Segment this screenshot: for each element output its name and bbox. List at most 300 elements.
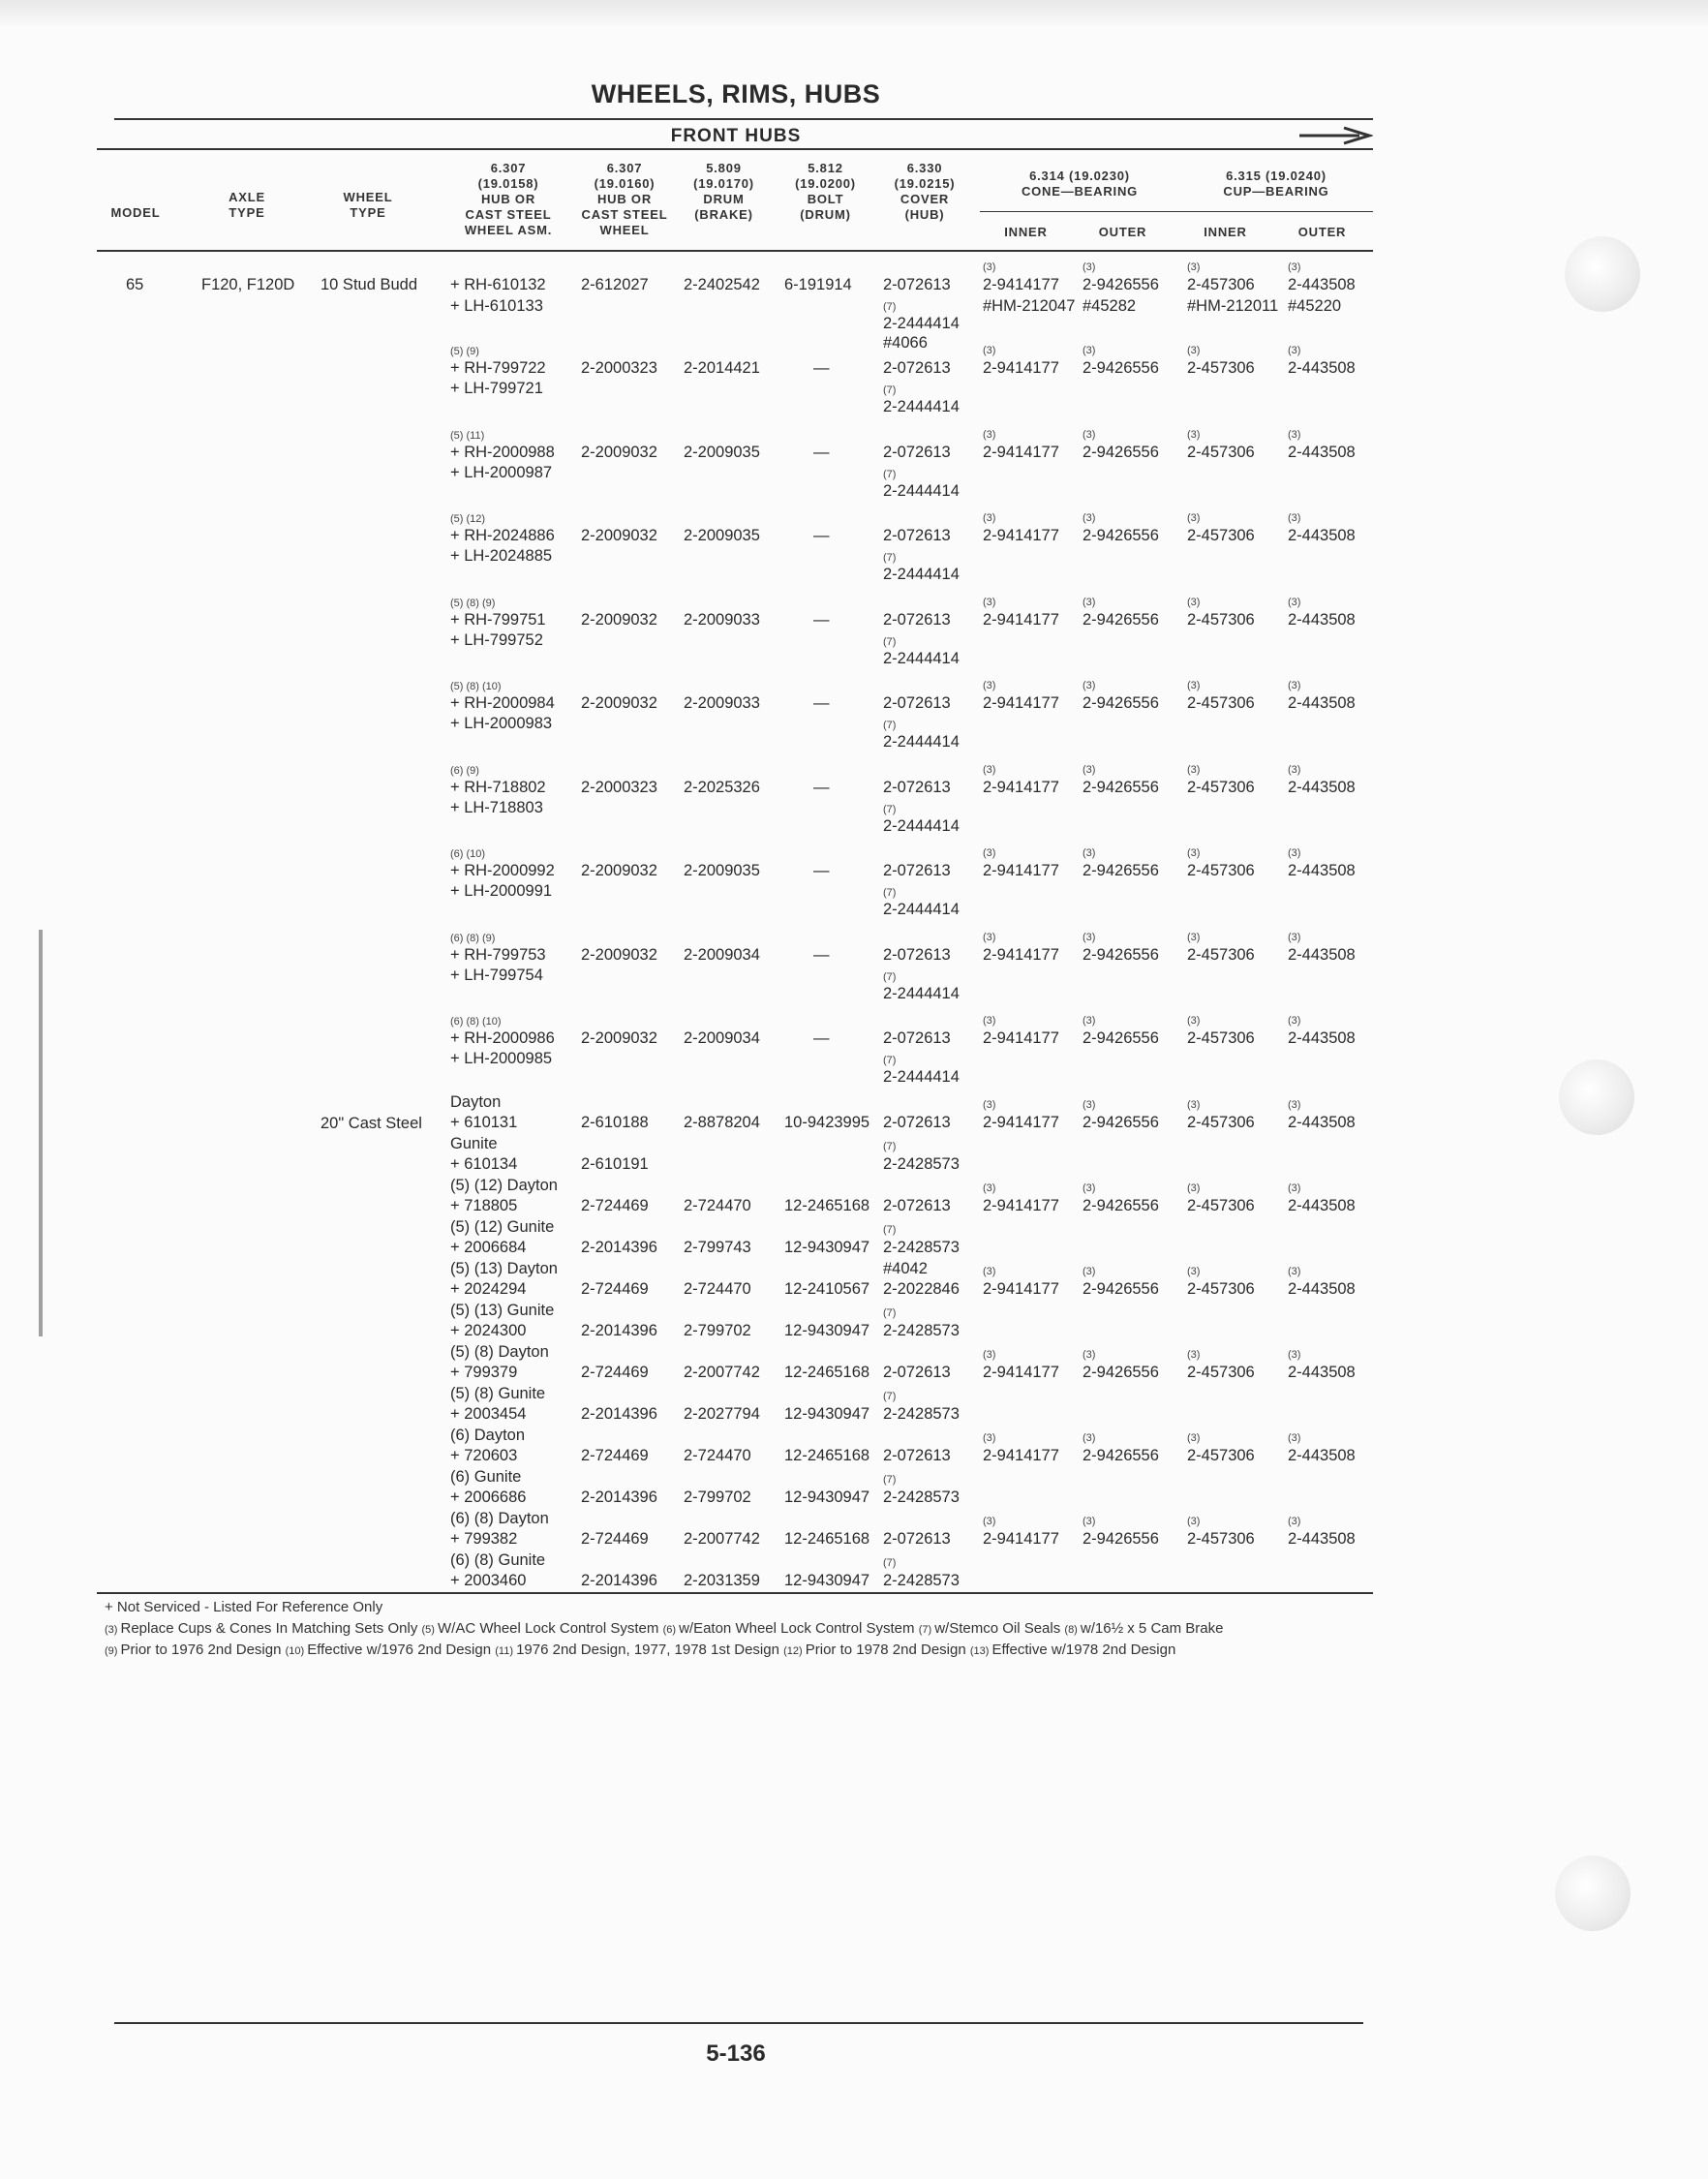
cover-cell: 2-2444414: [883, 901, 960, 918]
header-cone-bearing: [978, 169, 1181, 199]
footnote-text: w/Eaton Wheel Lock Control System: [679, 1620, 919, 1637]
drum-cell: 2-724470: [684, 1447, 751, 1464]
bearing-note: (3): [1288, 680, 1301, 691]
cover-cell: 2-072613: [883, 1530, 951, 1548]
bearing-cell: 2-9426556: [1083, 1364, 1159, 1381]
cover-cell: #4042: [883, 1260, 928, 1277]
bearing-note: (3): [1187, 1432, 1201, 1444]
cover-cell: 2-072613: [883, 276, 951, 293]
bearing-cell: 2-457306: [1187, 862, 1255, 879]
wheel-type-cell: 10 Stud Budd: [320, 276, 417, 293]
bolt-cell: 12-9430947: [784, 1572, 870, 1589]
cover-note: (7): [883, 1474, 897, 1486]
cover-note: (7): [883, 1141, 897, 1152]
bolt-cell: —: [813, 610, 830, 629]
bearing-note: (3): [983, 345, 996, 356]
bearing-note: (3): [983, 763, 996, 776]
bearing-cell: 2-9414177: [983, 276, 1059, 293]
bearing-note: (3): [1288, 512, 1301, 524]
hub-label: (6) Gunite: [450, 1468, 522, 1486]
hub-asm-cell: + 610134: [450, 1155, 518, 1173]
bolt-cell: 12-9430947: [784, 1322, 870, 1339]
hub-label: (6) (8) Dayton: [450, 1510, 549, 1527]
hub-asm-cell: + 799382: [450, 1530, 518, 1548]
header-line: CUP—BEARING: [1223, 184, 1329, 199]
bearing-cell: 2-443508: [1288, 1280, 1356, 1298]
header-hub-wheel: [576, 161, 673, 238]
hub-asm-cell: + LH-799752: [450, 630, 543, 649]
bearing-note: (3): [1083, 261, 1096, 273]
bearing-cell: 2-9426556: [1083, 1447, 1159, 1464]
header-inner: INNER: [1004, 225, 1048, 239]
bolt-cell: 12-2465168: [784, 1447, 870, 1464]
cover-cell: 2-072613: [883, 945, 951, 964]
bearing-note: (3): [983, 931, 996, 943]
bearing-cell: 2-9426556: [1083, 1197, 1159, 1214]
drum-cell: 2-2009035: [684, 443, 760, 461]
bolt-cell: —: [813, 359, 830, 377]
bearing-note: (3): [1083, 680, 1096, 691]
drum-cell: 2-2009034: [684, 1029, 760, 1047]
hub-wheel-cell: 2-724469: [581, 1280, 649, 1298]
cover-cell: #4066: [883, 334, 928, 352]
header-line: (19.0215): [894, 176, 956, 191]
footnote-number: (12): [783, 1645, 806, 1657]
cover-cell: 2-2444414: [883, 566, 960, 583]
bolt-cell: —: [813, 1029, 830, 1047]
hub-asm-cell: + RH-2000984: [450, 694, 555, 712]
bearing-cell: 2-457306: [1187, 527, 1255, 544]
bearing-cell: 2-457306: [1187, 694, 1255, 712]
hub-label: (5) (13) Gunite: [450, 1302, 555, 1319]
drum-cell: 2-2025326: [684, 778, 760, 796]
bearing-cell: 2-443508: [1288, 1029, 1356, 1047]
header-line: 5.809: [706, 161, 742, 175]
hub-wheel-cell: 2-2014396: [581, 1488, 657, 1506]
header-inner: INNER: [1204, 225, 1247, 239]
hub-asm-cell: + LH-610133: [450, 297, 543, 315]
drum-cell: 2-2009033: [684, 694, 760, 712]
bearing-cell: 2-443508: [1288, 527, 1356, 544]
footnote-number: (7): [918, 1624, 935, 1636]
hub-label: (5) (12) Dayton: [450, 1177, 558, 1194]
bolt-cell: —: [813, 778, 830, 796]
binder-hole: [1559, 1059, 1634, 1135]
cover-cell: 2-2022846: [883, 1280, 960, 1298]
hub-asm-cell: + RH-718802: [450, 778, 546, 796]
footnote-line: [105, 1619, 1223, 1640]
cover-cell: 2-072613: [883, 527, 951, 544]
bearing-note: (3): [1083, 1015, 1096, 1027]
cover-note: (7): [883, 1055, 897, 1066]
bearing-cell: 2-9414177: [983, 359, 1059, 377]
cover-note: (7): [883, 1557, 897, 1569]
hub-wheel-cell: 2-2009032: [581, 694, 657, 712]
cover-note: (7): [883, 635, 897, 648]
hub-asm-cell: + 2024294: [450, 1280, 527, 1298]
hub-asm-cell: + RH-799722: [450, 359, 546, 377]
hub-wheel-cell: 2-724469: [581, 1530, 649, 1548]
cover-cell: 2-072613: [883, 1029, 951, 1047]
bearing-note: (3): [1083, 345, 1096, 356]
drum-cell: 2-2031359: [684, 1572, 760, 1589]
bearing-cell: 2-443508: [1288, 945, 1356, 964]
hub-asm-cell: + LH-2024885: [450, 547, 553, 565]
bearing-cell: 2-9414177: [983, 443, 1059, 461]
row-footnote-ref: (6) (8) (10): [450, 1016, 502, 1028]
header-line: (19.0170): [693, 176, 754, 191]
header-line: 6.314 (19.0230): [1029, 169, 1130, 183]
hub-wheel-cell: 2-2014396: [581, 1405, 657, 1423]
bearing-note: (3): [1187, 345, 1201, 356]
title-rule: [114, 118, 1373, 120]
bearing-cell: 2-443508: [1288, 778, 1356, 796]
bolt-cell: 12-9430947: [784, 1405, 870, 1423]
model-cell: 65: [126, 276, 144, 293]
bearing-note: (3): [1288, 345, 1301, 356]
cover-cell: 2-2428573: [883, 1322, 960, 1339]
hub-label: (5) (13) Dayton: [450, 1260, 558, 1277]
hub-wheel-cell: 2-610188: [581, 1114, 649, 1131]
header-line: TYPE: [350, 205, 386, 220]
cover-cell: 2-2444414: [883, 398, 960, 415]
footnote-text: W/AC Wheel Lock Control System: [438, 1620, 663, 1637]
header-cup-bearing: [1179, 169, 1373, 199]
bearing-note: (3): [983, 1099, 996, 1111]
bearing-cell: 2-9426556: [1083, 610, 1159, 629]
header-line: HUB OR: [596, 192, 653, 206]
header-line: WHEEL: [343, 190, 393, 204]
header-line: MODEL: [110, 205, 161, 220]
header-line: 6.307: [490, 161, 527, 175]
hub-asm-cell: + RH-2000986: [450, 1029, 555, 1047]
bearing-cell: 2-9426556: [1083, 527, 1159, 544]
bearing-cell: 2-9426556: [1083, 1114, 1159, 1131]
hub-asm-cell: + LH-799754: [450, 966, 543, 984]
cover-note: (7): [883, 1391, 897, 1402]
cover-note: (7): [883, 970, 897, 983]
hub-wheel-cell: 2-724469: [581, 1447, 649, 1464]
hub-asm-cell: + LH-2000987: [450, 463, 553, 481]
header-line: (19.0200): [795, 176, 856, 191]
footnote-text: Effective w/1978 2nd Design: [991, 1642, 1176, 1658]
bearing-note: (3): [1187, 261, 1201, 273]
header-line: (DRUM): [800, 207, 851, 222]
footnote-text: w/Stemco Oil Seals: [934, 1620, 1065, 1637]
bearing-cell: 2-9426556: [1083, 276, 1159, 293]
bolt-cell: 12-9430947: [784, 1239, 870, 1256]
cover-note: (7): [883, 803, 897, 815]
bearing-cell: 2-457306: [1187, 1114, 1255, 1131]
bearing-cell: 2-443508: [1288, 610, 1356, 629]
cover-cell: 2-072613: [883, 443, 951, 461]
bearing-note: (3): [1288, 1099, 1301, 1111]
cover-cell: 2-072613: [883, 1114, 951, 1131]
cover-note: (7): [883, 384, 897, 396]
drum-cell: 2-724470: [684, 1280, 751, 1298]
hub-wheel-cell: 2-612027: [581, 276, 649, 293]
bearing-note: (3): [1288, 1266, 1301, 1277]
bearing-note: (3): [1288, 931, 1301, 943]
footnote-number: (6): [662, 1624, 680, 1636]
hub-asm-cell: + RH-2024886: [450, 527, 555, 544]
bearing-note: (3): [1288, 1015, 1301, 1027]
header-line: COVER: [900, 192, 950, 206]
hub-asm-cell: + 2006684: [450, 1239, 527, 1256]
hub-asm-cell: + RH-799751: [450, 610, 546, 629]
footnote-text: w/16½ x 5 Cam Brake: [1080, 1620, 1224, 1637]
drum-cell: 2-2009034: [684, 945, 760, 964]
bearing-cell: 2-9414177: [983, 1197, 1059, 1214]
bearing-cell: 2-9414177: [983, 1530, 1059, 1548]
row-footnote-ref: (5) (8) (9): [450, 597, 496, 609]
header-line: (19.0160): [594, 176, 656, 191]
bearing-cell: 2-457306: [1187, 359, 1255, 377]
hub-wheel-cell: 2-2014396: [581, 1572, 657, 1589]
footnote-line: + Not Serviced - Listed For Reference Only: [105, 1599, 383, 1615]
axle-type-cell: F120, F120D: [201, 276, 295, 293]
header-line: HUB OR: [480, 192, 536, 206]
drum-cell: 2-2402542: [684, 276, 760, 293]
bolt-cell: 12-2465168: [784, 1197, 870, 1214]
footnote-number: (11): [495, 1645, 517, 1657]
row-footnote-ref: (5) (11): [450, 429, 485, 442]
header-line: 6.315 (19.0240): [1226, 169, 1327, 183]
hub-asm-cell: + RH-799753: [450, 945, 546, 964]
hub-asm-cell: + 799379: [450, 1364, 518, 1381]
bearing-note: (3): [983, 1432, 996, 1444]
bearing-note: (3): [983, 428, 996, 441]
header-line: WHEEL ASM.: [464, 223, 553, 237]
bearing-cell: 2-457306: [1187, 1447, 1255, 1464]
cover-note: (7): [883, 720, 897, 731]
bearing-cell: 2-9414177: [983, 1364, 1059, 1381]
cover-cell: 2-2428573: [883, 1572, 960, 1589]
bolt-cell: 12-9430947: [784, 1488, 870, 1506]
cover-cell: 2-072613: [883, 694, 951, 712]
bearing-cell: 2-443508: [1288, 1364, 1356, 1381]
hub-asm-cell: + 2006686: [450, 1488, 527, 1506]
header-line: (BRAKE): [694, 207, 753, 222]
row-footnote-ref: (5) (9): [450, 346, 479, 357]
hub-label: Dayton: [450, 1093, 502, 1111]
hub-asm-cell: + 720603: [450, 1447, 518, 1464]
bearing-note: (3): [983, 1516, 996, 1527]
footnote-number: (8): [1064, 1624, 1081, 1636]
footer-rule: [114, 2022, 1363, 2024]
bolt-cell: 12-2410567: [784, 1280, 870, 1298]
footnote-text: Prior to 1978 2nd Design: [805, 1642, 970, 1658]
header-drum: [678, 161, 770, 223]
hub-asm-cell: + RH-2000988: [450, 443, 555, 461]
footnote-line: [105, 1641, 1175, 1661]
bearing-note: (3): [983, 261, 996, 273]
hub-asm-cell: + LH-2000985: [450, 1050, 553, 1067]
bearing-cell: 2-457306: [1187, 610, 1255, 629]
bearing-cell: 2-443508: [1288, 443, 1356, 461]
cover-cell: 2-072613: [883, 1447, 951, 1464]
cover-cell: 2-072613: [883, 1197, 951, 1214]
footnote-text: Prior to 1976 2nd Design: [120, 1642, 286, 1658]
bearing-note: (3): [1288, 763, 1301, 776]
bearing-note: (3): [1187, 596, 1201, 608]
arrow-right-icon: [1296, 124, 1373, 147]
bearing-cell: 2-443508: [1288, 862, 1356, 879]
cover-cell: 2-2428573: [883, 1405, 960, 1423]
bearing-note: (3): [1083, 1182, 1096, 1194]
cover-note: (7): [883, 301, 897, 313]
header-line: 5.812: [808, 161, 843, 175]
bearing-note: (3): [1187, 1099, 1201, 1111]
hub-asm-cell: + 610131: [450, 1114, 518, 1131]
header-line: (19.0158): [477, 176, 539, 191]
bearing-cell: 2-443508: [1288, 276, 1356, 293]
bearing-note: (3): [1083, 847, 1096, 859]
hub-label: (5) (8) Dayton: [450, 1343, 549, 1361]
bearing-note: (3): [1187, 1266, 1201, 1277]
scan-edge-shadow: [0, 0, 1708, 29]
bearing-cell: 2-9426556: [1083, 778, 1159, 796]
row-footnote-ref: (6) (10): [450, 848, 486, 860]
bearing-note: (3): [983, 1182, 996, 1194]
header-hub-asm: [445, 161, 571, 238]
bearing-cell: 2-457306: [1187, 1280, 1255, 1298]
header-line: CAST STEEL: [581, 207, 668, 222]
hub-asm-cell: + LH-718803: [450, 798, 543, 816]
hub-wheel-cell: 2-2009032: [581, 527, 657, 544]
bolt-cell: —: [813, 945, 830, 964]
hub-asm-cell: + 2003460: [450, 1572, 527, 1589]
bearing-cell: 2-9414177: [983, 610, 1059, 629]
hub-wheel-cell: 2-2014396: [581, 1239, 657, 1256]
header-line: WHEEL: [599, 223, 650, 237]
cover-note: (7): [883, 887, 897, 899]
bearing-cell: 2-9426556: [1083, 694, 1159, 712]
bearing-cell: #HM-212011: [1187, 297, 1279, 315]
hub-asm-cell: + RH-2000992: [450, 862, 555, 879]
bolt-cell: —: [813, 694, 830, 712]
bearing-note: (3): [1187, 428, 1201, 441]
bearing-cell: 2-9414177: [983, 1447, 1059, 1464]
bearing-note: (3): [983, 1266, 996, 1277]
bearing-note: (3): [1187, 763, 1201, 776]
bearing-cell: 2-457306: [1187, 1029, 1255, 1047]
drum-cell: 2-8878204: [684, 1114, 760, 1131]
bearing-cell: 2-443508: [1288, 1114, 1356, 1131]
bearing-note: (3): [1083, 931, 1096, 943]
hub-asm-cell: + LH-799721: [450, 380, 543, 397]
hub-asm-cell: + 2024300: [450, 1322, 527, 1339]
hub-asm-cell: + RH-610132: [450, 276, 546, 293]
bolt-cell: —: [813, 862, 830, 879]
header-line: (HUB): [904, 207, 945, 222]
cover-cell: 2-2444414: [883, 1068, 960, 1086]
drum-cell: 2-2014421: [684, 359, 760, 377]
bearing-cell: 2-9414177: [983, 1280, 1059, 1298]
drum-cell: 2-2007742: [684, 1530, 760, 1548]
wheel-type-cell: 20" Cast Steel: [320, 1115, 422, 1132]
header-sub-rule: [980, 211, 1373, 212]
footnote-number: (10): [285, 1645, 308, 1657]
bearing-cell: 2-9426556: [1083, 1029, 1159, 1047]
bearing-note: (3): [1083, 596, 1096, 608]
scan-edge-mark: [39, 930, 43, 1336]
header-outer: OUTER: [1297, 225, 1347, 239]
drum-cell: 2-2009035: [684, 862, 760, 879]
bearing-note: (3): [1187, 512, 1201, 524]
bolt-cell: —: [813, 527, 830, 544]
cover-cell: 2-2428573: [883, 1488, 960, 1506]
footnote-number: (3): [105, 1624, 121, 1636]
hub-wheel-cell: 2-2009032: [581, 945, 657, 964]
bearing-note: (3): [1083, 428, 1096, 441]
bolt-cell: 12-2465168: [784, 1364, 870, 1381]
hub-wheel-cell: 2-610191: [581, 1155, 649, 1173]
bearing-note: (3): [1288, 261, 1301, 273]
bolt-cell: 6-191914: [784, 276, 852, 293]
bearing-cell: 2-9426556: [1083, 359, 1159, 377]
hub-label: (6) (8) Gunite: [450, 1551, 546, 1569]
bearing-note: (3): [983, 680, 996, 691]
cover-note: (7): [883, 1307, 897, 1319]
bearing-cell: 2-443508: [1288, 1530, 1356, 1548]
hub-wheel-cell: 2-2009032: [581, 443, 657, 461]
cover-cell: 2-2444414: [883, 481, 960, 500]
hub-asm-cell: + LH-2000983: [450, 715, 553, 732]
bearing-note: (3): [1083, 512, 1096, 524]
bearing-note: (3): [983, 1349, 996, 1361]
cover-cell: 2-072613: [883, 1364, 951, 1381]
header-line: BOLT: [807, 192, 844, 206]
bearing-cell: 2-443508: [1288, 1197, 1356, 1214]
bearing-cell: 2-9414177: [983, 527, 1059, 544]
bearing-note: (3): [983, 596, 996, 608]
bolt-cell: —: [813, 443, 830, 461]
footnote-number: (5): [421, 1624, 438, 1636]
footnote-number: (9): [105, 1645, 121, 1657]
header-cover: [876, 161, 973, 223]
hub-wheel-cell: 2-724469: [581, 1197, 649, 1214]
drum-cell: 2-2027794: [684, 1405, 760, 1423]
hub-asm-cell: + 2003454: [450, 1405, 527, 1423]
cover-cell: 2-072613: [883, 610, 951, 629]
bearing-note: (3): [1288, 1349, 1301, 1361]
hub-label: Gunite: [450, 1135, 498, 1152]
bearing-cell: 2-9414177: [983, 1029, 1059, 1047]
bearing-cell: 2-443508: [1288, 1447, 1356, 1464]
bearing-note: (3): [1288, 428, 1301, 441]
bearing-cell: #HM-212047: [983, 297, 1076, 315]
hub-wheel-cell: 2-2009032: [581, 862, 657, 879]
hub-wheel-cell: 2-2000323: [581, 778, 657, 796]
table-bottom-rule: [97, 1592, 1373, 1594]
bearing-note: (3): [1083, 1349, 1096, 1361]
bearing-note: (3): [1187, 1015, 1201, 1027]
row-footnote-ref: (6) (9): [450, 764, 479, 777]
bearing-cell: 2-9426556: [1083, 862, 1159, 879]
hub-label: (6) Dayton: [450, 1427, 526, 1444]
hub-asm-cell: + LH-2000991: [450, 882, 553, 900]
bearing-note: (3): [1083, 1266, 1096, 1277]
cover-cell: 2-2444414: [883, 649, 960, 667]
header-line: TYPE: [229, 205, 265, 220]
hub-asm-cell: + 718805: [450, 1197, 518, 1214]
bearing-note: (3): [983, 512, 996, 524]
header-line: CAST STEEL: [465, 207, 552, 222]
bearing-cell: 2-9414177: [983, 694, 1059, 712]
header-bolt: [779, 161, 871, 223]
bearing-note: (3): [1083, 763, 1096, 776]
